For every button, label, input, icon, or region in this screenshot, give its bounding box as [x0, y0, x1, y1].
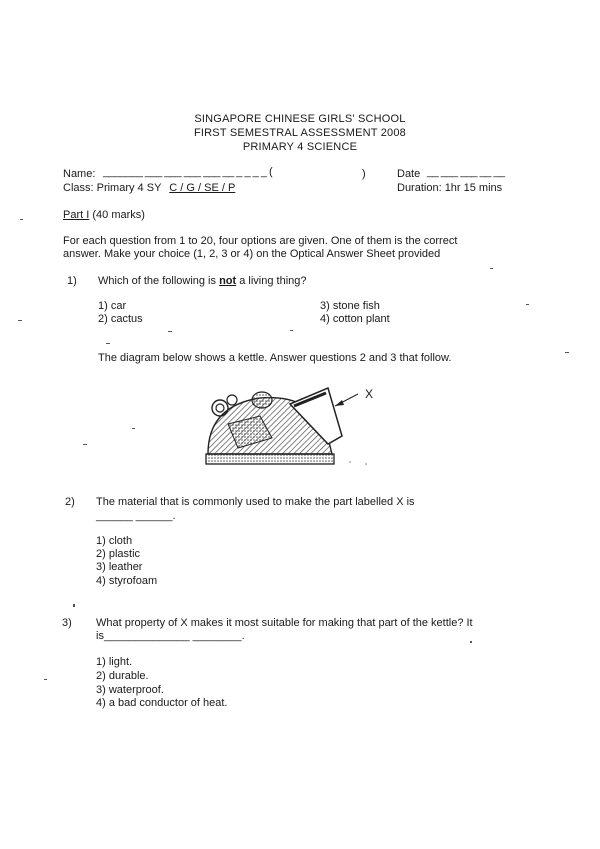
q3-option-4: 4) a bad conductor of heat. [96, 697, 228, 709]
q2-option-2: 2) plastic [96, 548, 141, 560]
q2-blank: ______ ______. [96, 510, 176, 522]
q3-text-line-2: is______________ ________. [96, 630, 245, 642]
scan-speck [290, 330, 293, 331]
scan-speck [83, 444, 87, 445]
class-prefix: Class: Primary 4 SY [63, 182, 162, 194]
q1-text [98, 275, 307, 287]
q3-option-1: 1) light. [96, 656, 133, 668]
assessment-title: FIRST SEMESTRAL ASSESSMENT 2008 [193, 127, 406, 139]
scan-speck [565, 352, 569, 353]
q1-text-emphasis: not [219, 275, 237, 287]
scan-speck [20, 219, 23, 220]
q2-option-4: 4) styrofoam [96, 575, 158, 587]
q2-text: The material that is commonly used to make the part labelled X is [96, 496, 415, 508]
scan-speck [470, 641, 472, 643]
q1-text-after: a living thing? [239, 275, 307, 287]
part-marks: (40 marks) [92, 209, 145, 221]
q1-option-4: 4) cotton plant [320, 313, 390, 325]
diagram-label-x: X [365, 387, 374, 401]
q2-option-3: 3) leather [96, 561, 143, 573]
scan-speck [18, 320, 22, 321]
class-label [63, 182, 235, 194]
q2-number: 2) [65, 496, 75, 508]
q1-text-before: Which of the following is [98, 275, 216, 287]
q1-number: 1) [67, 275, 77, 287]
q1-option-1: 1) car [98, 300, 127, 312]
date-label: Date [397, 168, 421, 180]
class-options: C / G / SE / P [169, 182, 236, 194]
q3-option-2: 2) durable. [96, 670, 149, 682]
q1-option-3: 3) stone fish [320, 300, 380, 312]
school-name: SINGAPORE CHINESE GIRLS' SCHOOL [194, 113, 406, 125]
subject-title: PRIMARY 4 SCIENCE [242, 141, 358, 153]
name-close-paren: ) [362, 168, 366, 180]
scan-speck [526, 304, 529, 305]
date-blank: __ ___ ___ __ __ [427, 166, 505, 178]
q3-option-3: 3) waterproof. [96, 684, 164, 696]
kettle-lid-knob [252, 392, 272, 408]
scan-speck [73, 604, 75, 607]
q1-option-2: 2) cactus [98, 313, 143, 325]
scan-speck [44, 679, 47, 680]
kettle-base [206, 454, 334, 464]
duration: Duration: 1hr 15 mins [397, 182, 503, 194]
scan-speck [106, 343, 110, 344]
q3-text: What property of X makes it most suitable for making that part of the kettle? It [96, 617, 473, 629]
part-heading [63, 209, 145, 221]
q2-option-1: 1) cloth [96, 535, 133, 547]
scan-speck [132, 428, 135, 429]
name-label: Name: [63, 168, 96, 180]
scan-speck [168, 331, 172, 332]
instructions-line-1: For each question from 1 to 20, four options are given. One of them is the correct [63, 235, 458, 247]
name-blank: _______ ___ ___ ___ ___ __ _ _ _ _ ( [103, 166, 273, 178]
diagram-intro: The diagram below shows a kettle. Answer questions 2 and 3 that follow. [98, 352, 452, 364]
scan-speck [490, 268, 493, 269]
instructions-line-2: answer. Make your choice (1, 2, 3 or 4) on the Optical Answer Sheet provided [63, 248, 441, 260]
part-title: Part I [63, 209, 90, 221]
kettle-spout-coil [212, 400, 228, 416]
q3-number: 3) [62, 617, 72, 629]
kettle-diagram [190, 376, 390, 476]
